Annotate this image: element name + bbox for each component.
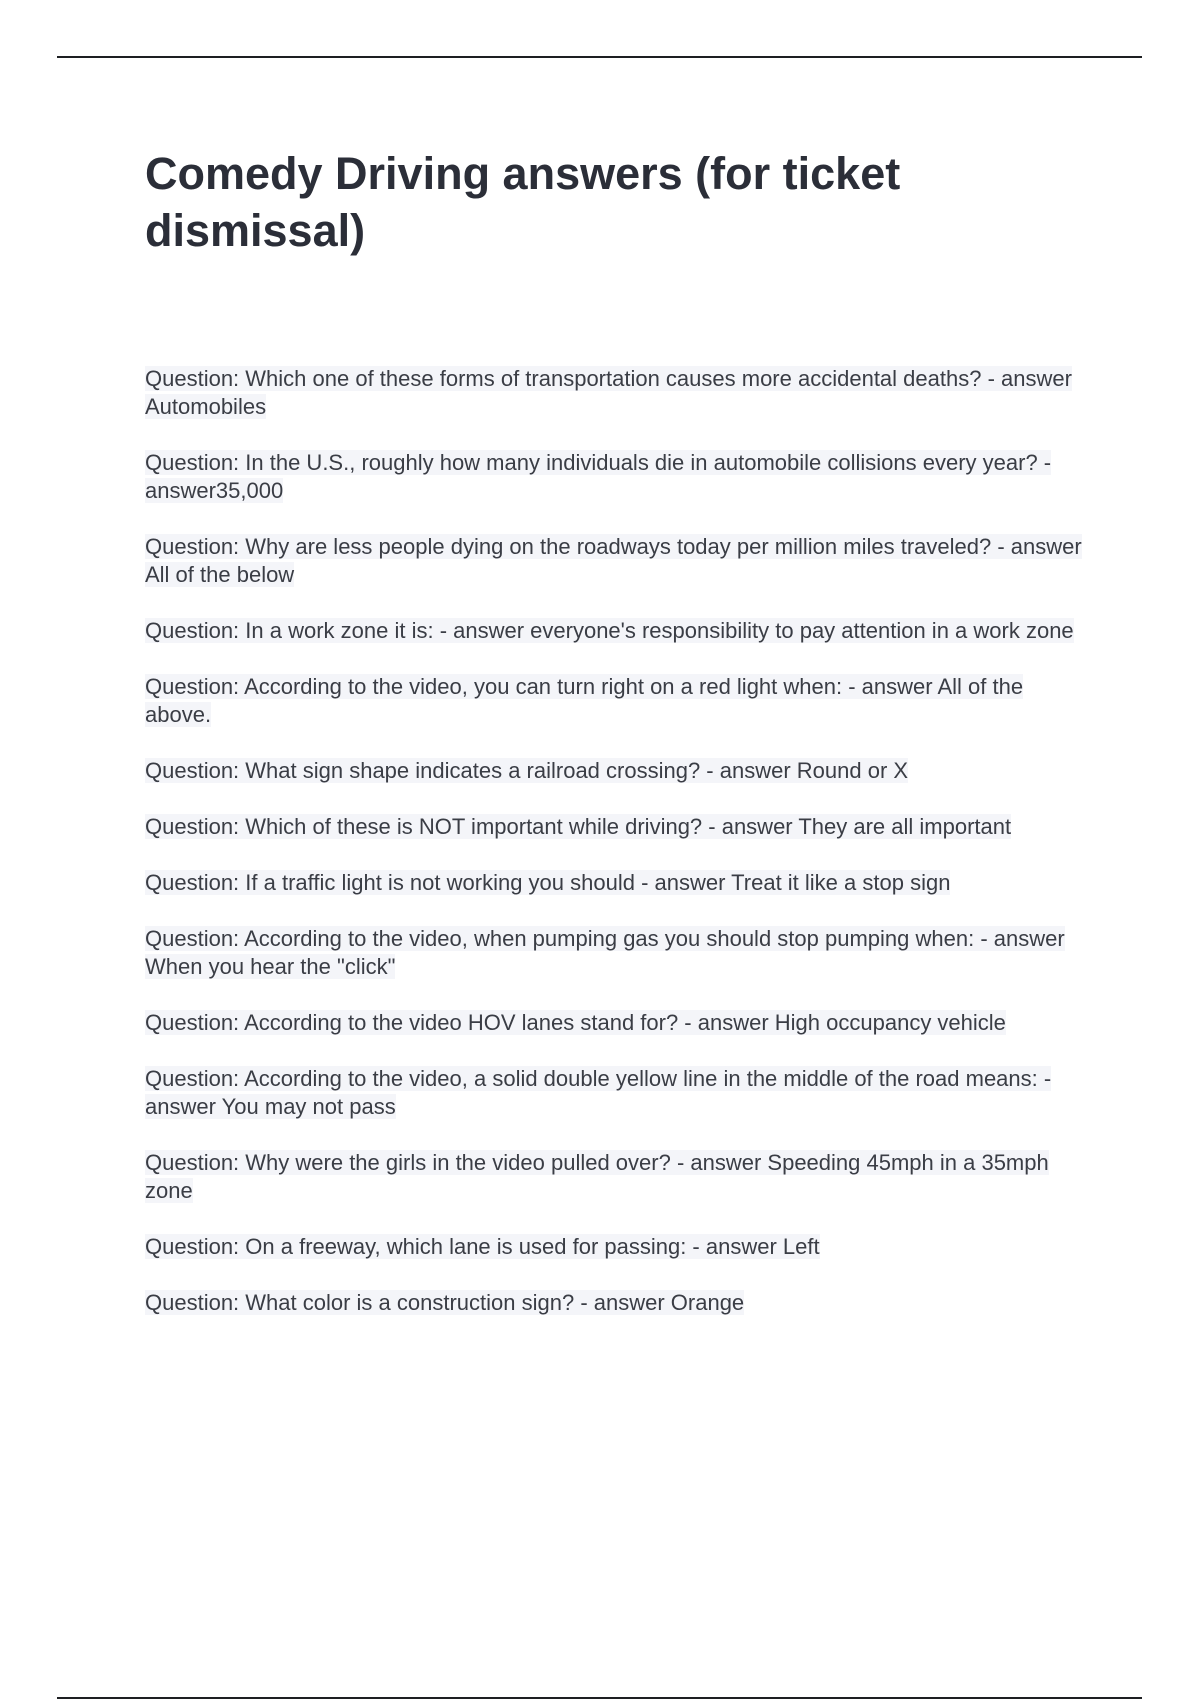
qa-item <box>145 533 1085 589</box>
qa-item <box>145 673 1085 729</box>
qa-item <box>145 365 1085 421</box>
qa-text: Question: Why are less people dying on the roadways today per million miles traveled? - answer All of the below <box>145 534 1082 587</box>
qa-item <box>145 1233 1085 1261</box>
document-title: Comedy Driving answers (for ticket dismissal) <box>145 148 901 256</box>
qa-text: Question: If a traffic light is not working you should - answer Treat it like a stop sign <box>145 870 951 895</box>
qa-text: Question: What sign shape indicates a railroad crossing? - answer Round or X <box>145 758 909 783</box>
qa-text: Question: In a work zone it is: - answer everyone's responsibility to pay attention in a work zone <box>145 618 1074 643</box>
top-rule <box>57 56 1142 58</box>
qa-text: Question: According to the video, a solid double yellow line in the middle of the road means: - answer You may not pass <box>145 1066 1052 1119</box>
bottom-rule <box>57 1697 1142 1699</box>
qa-item <box>145 813 1085 841</box>
qa-text: Question: In the U.S., roughly how many individuals die in automobile collisions every year? - answer35,000 <box>145 450 1052 503</box>
qa-item <box>145 1009 1085 1037</box>
qa-text: Question: According to the video, when pumping gas you should stop pumping when: - answer When you hear the "click" <box>145 926 1065 979</box>
qa-text: Question: Which one of these forms of transportation causes more accidental deaths? - answer Automobiles <box>145 366 1072 419</box>
qa-item <box>145 869 1085 897</box>
qa-item <box>145 925 1085 981</box>
qa-text: Question: On a freeway, which lane is used for passing: - answer Left <box>145 1234 820 1259</box>
qa-text: Question: According to the video HOV lanes stand for? - answer High occupancy vehicle <box>145 1010 1006 1035</box>
qa-text: Question: Which of these is NOT important while driving? - answer They are all important <box>145 814 1012 839</box>
qa-item <box>145 1065 1085 1121</box>
qa-list <box>145 365 1085 1345</box>
qa-item <box>145 1289 1085 1317</box>
qa-item <box>145 1149 1085 1205</box>
qa-text: Question: Why were the girls in the video pulled over? - answer Speeding 45mph in a 35mph zone <box>145 1150 1049 1203</box>
qa-item <box>145 449 1085 505</box>
qa-text: Question: According to the video, you can turn right on a red light when: - answer All of the above. <box>145 674 1024 727</box>
qa-item <box>145 757 1085 785</box>
qa-text: Question: What color is a construction sign? - answer Orange <box>145 1290 745 1315</box>
qa-item <box>145 617 1085 645</box>
